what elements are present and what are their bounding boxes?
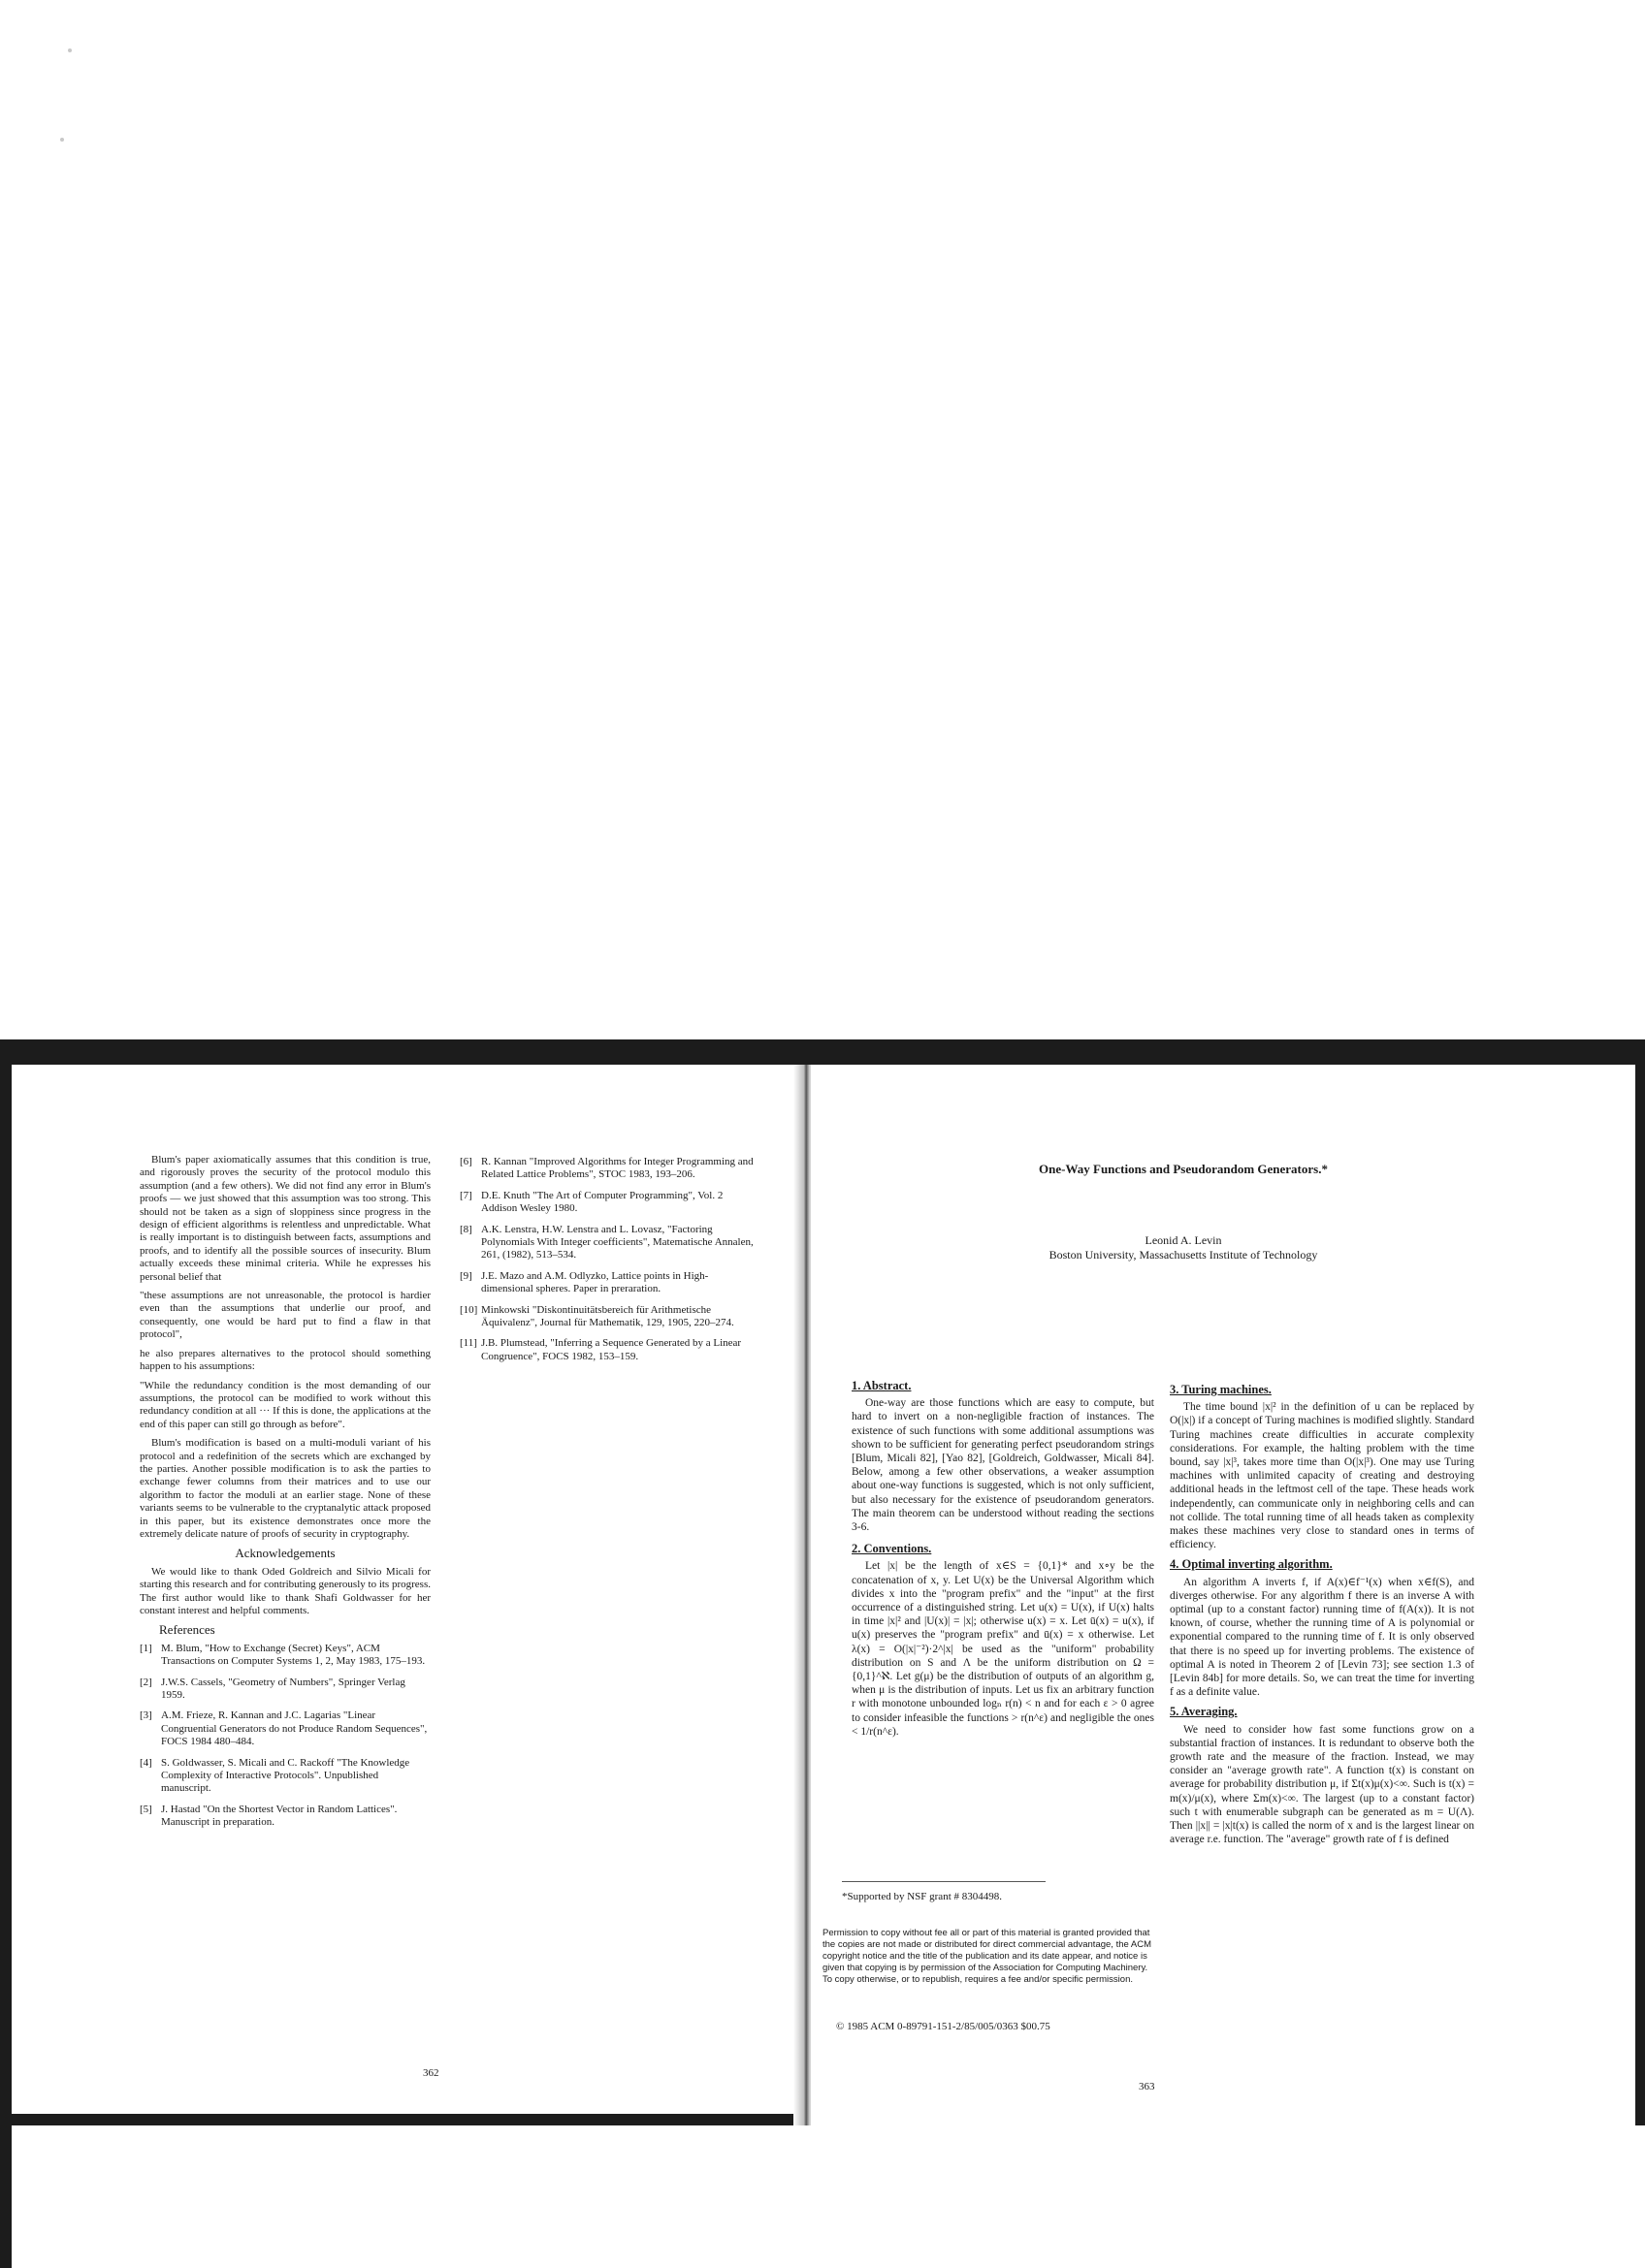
left-page-column-2 bbox=[460, 1156, 760, 1371]
paragraph: Blum's paper axiomatically assumes that this condition is true, and rigorously proves the security of the protocol modulo this assumption (and a few others). We did not find any error in Blum's proofs — we just showed that this assumption was too strong. This should not be taken as a sign of sloppiness since progress in the design of efficient algorithms is relentless and unpredictable. What is really important is to distinguish between facts, assumptions and proofs, and to identify all the possible sources of insecurity. Blum actually exceeds these minimal criteria. While he expresses his personal belief that bbox=[140, 1154, 431, 1283]
reference-number: [7] bbox=[460, 1189, 472, 1201]
reference-entry bbox=[140, 1804, 431, 1830]
quote-paragraph: "these assumptions are not unreasonable, the protocol is hardier even than the assumptions that underlie our proof, and consequently, one would be hard put to find a flaw in that protocol", bbox=[140, 1290, 431, 1341]
reference-entry bbox=[140, 1643, 431, 1669]
reference-number: [1] bbox=[140, 1642, 152, 1654]
scan-bottom-margin bbox=[0, 2125, 1645, 2268]
scan-dust-speck bbox=[60, 138, 64, 142]
reference-text: A.M. Frieze, R. Kannan and J.C. Lagarias "Linear Congruential Generators do not Produce Random Sequences", FOCS 1984 480–484. bbox=[161, 1709, 428, 1748]
paper-title: One-Way Functions and Pseudorandom Generators.* bbox=[1039, 1162, 1328, 1176]
right-page-column-2 bbox=[1170, 1379, 1474, 1851]
section-heading-turing-machines: 3. Turing machines. bbox=[1170, 1383, 1272, 1396]
reference-entry bbox=[140, 1757, 431, 1796]
optimal-inverting-text: An algorithm A inverts f, if A(x)∈f⁻¹(x) when x∈f(S), and diverges otherwise. For any algorithm f there is an inverse A with optimal (up to a constant factor) running time of f(A(x)). It is not known, of course, whether the running time of A is polynomial or exponential compared to the running time of f. It is only observed that there is no speed up for inverting problems. The existence of optimal A is noted in Theorem 2 of [Levin 73]; see section 1.3 of [Levin 84b] for more details. So, we can treat the time for inverting f as a definite value. bbox=[1170, 1576, 1474, 1699]
author-affiliation: Boston University, Massachusetts Institute of Technology bbox=[1048, 1248, 1318, 1262]
reference-text: J. Hastad "On the Shortest Vector in Random Lattices". Manuscript in preparation. bbox=[161, 1803, 398, 1829]
reference-number: [6] bbox=[460, 1156, 472, 1167]
footnote: *Supported by NSF grant # 8304498. bbox=[842, 1891, 1002, 1902]
acknowledgements-heading: Acknowledgements bbox=[235, 1546, 336, 1561]
reference-text: R. Kannan "Improved Algorithms for Integer Programming and Related Lattice Problems", STOC 1983, 193–206. bbox=[481, 1156, 754, 1181]
reference-text: J.E. Mazo and A.M. Odlyzko, Lattice points in High-dimensional spheres. Paper in preraration. bbox=[481, 1269, 709, 1295]
page-number-right: 363 bbox=[1139, 2081, 1155, 2092]
left-page bbox=[12, 1065, 799, 2114]
section-heading-abstract: 1. Abstract. bbox=[852, 1379, 912, 1392]
reference-number: [2] bbox=[140, 1676, 152, 1688]
reference-text: S. Goldwasser, S. Micali and C. Rackoff "The Knowledge Complexity of Interactive Protocols". Unpublished manuscript. bbox=[161, 1756, 410, 1795]
reference-text: J.B. Plumstead, "Inferring a Sequence Generated by a Linear Congruence", FOCS 1982, 153–159. bbox=[481, 1337, 742, 1362]
section-heading-averaging: 5. Averaging. bbox=[1170, 1705, 1238, 1719]
reference-entry bbox=[460, 1224, 760, 1262]
reference-text: Minkowski "Diskontinuitätsbereich für Arithmetische Äquivalenz", Journal für Mathematik, 129, 1905, 220–274. bbox=[481, 1303, 734, 1329]
copyright-line: © 1985 ACM 0-89791-151-2/85/005/0363 $00.75 bbox=[836, 2021, 1050, 2032]
reference-number: [9] bbox=[460, 1269, 472, 1282]
reference-text: D.E. Knuth "The Art of Computer Programming", Vol. 2 Addison Wesley 1980. bbox=[481, 1189, 724, 1215]
reference-text: J.W.S. Cassels, "Geometry of Numbers", Springer Verlag 1959. bbox=[161, 1676, 405, 1702]
author-block bbox=[931, 1233, 1435, 1262]
paragraph: Blum's modification is based on a multi-moduli variant of his protocol and a redefinition of the secrets which are exchanged by the parties. Another possible modification is to ask the parties to exchange fewer columns from their matrices and to use our algorithm to factor the moduli at an earlier stage. None of these variants seems to be vulnerable to the cryptanalytic attack proposed in this paper, but its existence demonstrates once more the extremely delicate nature of proofs of security in cryptography. bbox=[140, 1437, 431, 1540]
author-name: Leonid A. Levin bbox=[1145, 1233, 1222, 1247]
references-heading: References bbox=[159, 1622, 215, 1638]
left-page-column-1 bbox=[140, 1154, 431, 1837]
paragraph: he also prepares alternatives to the protocol should something happen to his assumptions: bbox=[140, 1347, 431, 1373]
scan-dust-speck bbox=[68, 48, 72, 52]
conventions-text: Let |x| be the length of x∈S = {0,1}* and x∘y be the concatenation of x, y. Let U(x) be the Universal Algorithm which divides x into the "program prefix" and the "input" at the first occurrence of a distinguished string. Let u(x) = U(x), if U(x) halts in time |x|² and |U(x)| = |x|; otherwise u(x) = x. Let ū(x) = u(x), if u(x) preserves the "program prefix" and ū(x) = x otherwise. Let λ(x) = O(|x|⁻²)·2^|x| be used as the "uniform" probability distribution on S and Λ be the uniform distribution on Ω = {0,1}^ℵ. Let g(μ) be the distribution of outputs of an algorithm g, when μ is the distribution of inputs. Let us fix an arbitrary function r with monotone unbounded logₙ r(n) < n and for each ε > 0 agree to consider infeasible the functions > r(n^ε) and negligible the ones < 1/r(n^ε). bbox=[852, 1560, 1154, 1738]
reference-entry bbox=[460, 1190, 760, 1216]
reference-text: A.K. Lenstra, H.W. Lenstra and L. Lovasz, "Factoring Polynomials With Integer coefficients", Matematische Annalen, 261, (1982), 513–534. bbox=[481, 1223, 754, 1262]
reference-number: [10] bbox=[460, 1303, 478, 1316]
reference-number: [5] bbox=[140, 1803, 152, 1815]
reference-entry bbox=[460, 1156, 760, 1182]
reference-entry bbox=[140, 1709, 431, 1748]
section-heading-conventions: 2. Conventions. bbox=[852, 1542, 932, 1556]
section-heading-optimal-inverting: 4. Optimal inverting algorithm. bbox=[1170, 1557, 1333, 1572]
page-number-left: 362 bbox=[423, 2067, 439, 2079]
quote-paragraph: "While the redundancy condition is the most demanding of our assumptions, the protocol can be modified to work without this redundancy condition at all ··· If this is done, the applications at the end of this paper can still go through as before". bbox=[140, 1379, 431, 1430]
reference-entry bbox=[460, 1304, 760, 1330]
averaging-text: We need to consider how fast some functions grow on a substantial fraction of instances. It is redundant to observe both the growth rate and the measure of the fraction. Instead, we may consider an "average growth rate". A function t(x) is constant on average for probability distribution μ, if Σt(x)μ(x)<∞. Such is t(x) = m(x)/μ(x), where Σm(x)<∞. The largest (up to a constant factor) such t with enumerable subgraph can be generated as m = U(Λ). Then ||x|| = |x|t(x) is called the norm of x and is the largest linear on average r.e. function. The "average" growth rate of f is defined bbox=[1170, 1723, 1474, 1846]
reference-number: [4] bbox=[140, 1756, 152, 1769]
reference-text: M. Blum, "How to Exchange (Secret) Keys", ACM Transactions on Computer Systems 1, 2, May 1983, 175–193. bbox=[161, 1642, 426, 1668]
acm-permission-notice: Permission to copy without fee all or part of this material is granted provided that the copies are not made or distributed for direct commercial advantage, the ACM copyright notice and the title of the publication and its date appear, and notice is given that copying is by permission of the Association for Computing Machinery. To copy otherwise, or to republish, requires a fee and/or specific permission. bbox=[822, 1928, 1152, 1985]
reference-entry bbox=[460, 1337, 760, 1363]
scan-bottom-edge bbox=[0, 2125, 12, 2268]
reference-entry bbox=[140, 1677, 431, 1703]
turing-machines-text: The time bound |x|² in the definition of u can be replaced by O(|x|) if a concept of Turing machines is modified slightly. Standard Turing machines create difficulties in accurate complexity considerations. For example, the halting problem with the time bound, say |x|³, takes more time than O(|x|³). One may use Turing machines with unlimited capacity of creating and destroying additional heads in the leftmost cell of the tape. These heads work independently, can communicate only in neighboring cells and can not collide. The total running time of all heads taken as complexity makes these machines very close to standard ones in terms of efficiency. bbox=[1170, 1401, 1474, 1551]
acknowledgements-text: We would like to thank Oded Goldreich and Silvio Micali for starting this research and for contributing generously to its progress. The first author would like to thank Shafi Goldwasser for her constant interest and helpful comments. bbox=[140, 1565, 431, 1616]
footnote-rule bbox=[842, 1881, 1046, 1882]
reference-number: [8] bbox=[460, 1223, 472, 1235]
reference-number: [3] bbox=[140, 1709, 152, 1722]
reference-entry bbox=[460, 1270, 760, 1296]
reference-number: [11] bbox=[460, 1337, 477, 1350]
abstract-text: One-way are those functions which are easy to compute, but hard to invert on a non-negligible fraction of instances. The existence of such functions with some additional assumptions was shown to be sufficient for generating perfect pseudorandom strings [Blum, Micali 82], [Yao 82], [Goldreich, Goldwasser, Micali 84]. Below, among a few other observations, a weaker assumption about one-way functions is suggested, which is not only sufficient, but also necessary for the existence of pseudorandom generators. The main theorem can be understood without reading the sections 3-6. bbox=[852, 1397, 1154, 1534]
right-page-column-1 bbox=[852, 1375, 1154, 1742]
